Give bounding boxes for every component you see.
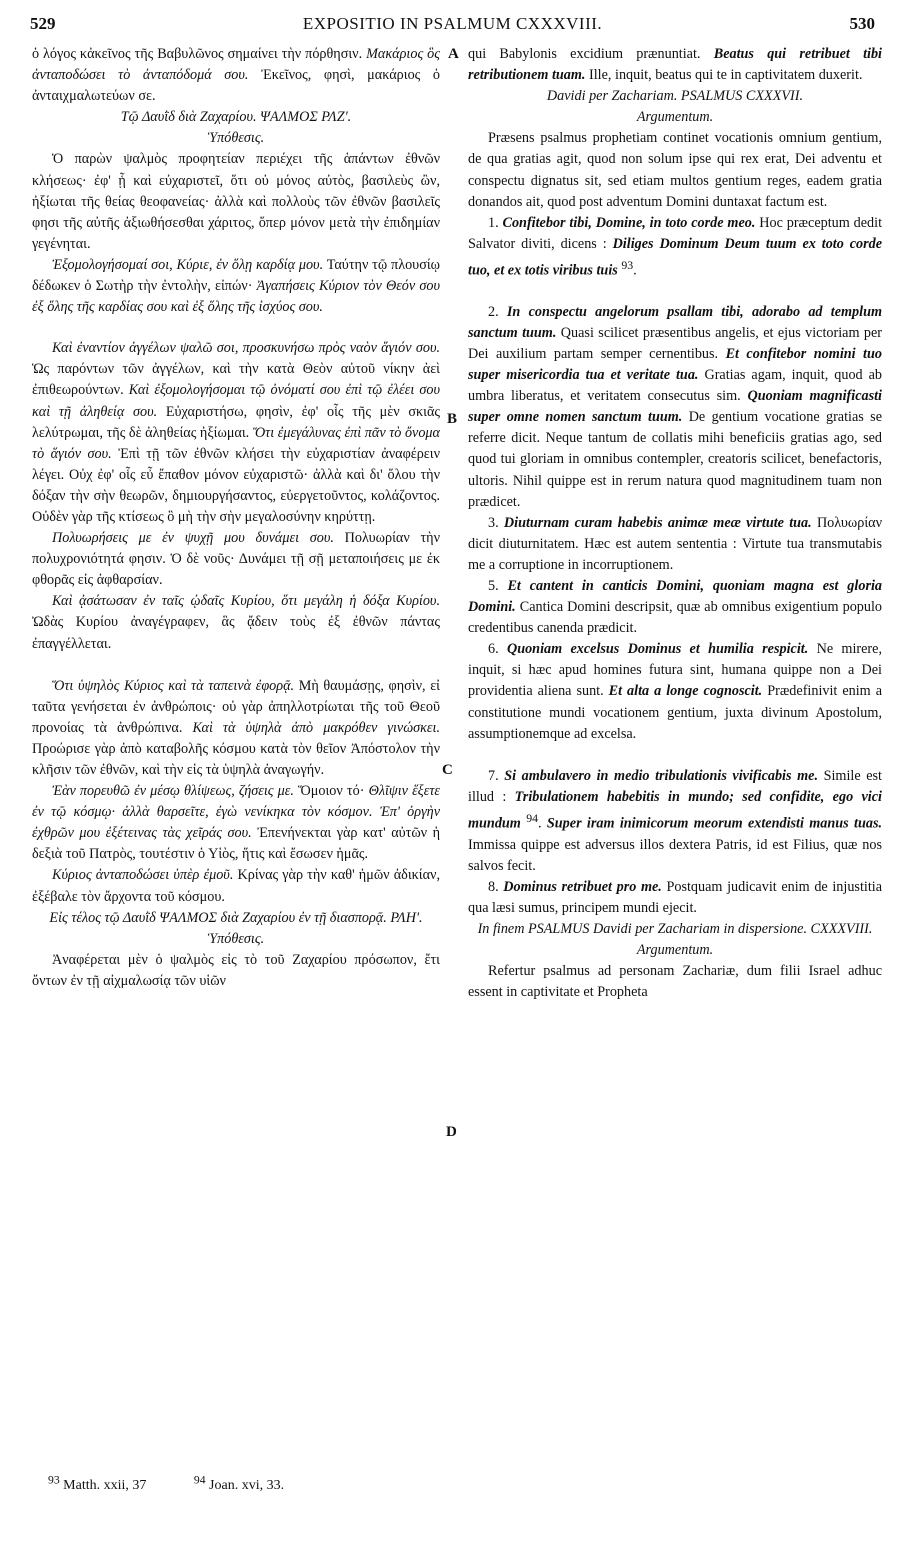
greek-text: Προώρισε γὰρ ἀπὸ καταβολῆς κόσμου κατὰ τὸν θεῖον Ἀπόστολον τὴν κλῆσιν τῶν ἐθνῶν, καὶ τὴν εἰς τὰ ὑψηλὰ ἀναγωγήν. [32,740,440,778]
greek-verse: Κύριος ἀνταποδώσει ὑπὲρ ἐμοῦ. [52,867,234,884]
latin-text: Hoc præceptum dedit Salvator diviti, dicens : [468,214,883,252]
verse-number: 8. [488,878,499,895]
verse-number: 7. [488,767,499,784]
psalm-title-latin: Davidi per Zachariam. PSALMUS CXXXVII. [546,88,804,105]
latin-text: De gentium vocatione gratias se referre dicit. Neque tantum de collatis mihi beneficiis gratias ago, sed quod tui gloriam in omnibus contempler, creatoris scilicet, benefactoris, ultoris. Nihil quippe est in rerum natura quod magnitudinem tuam non prædicet. [468,409,882,510]
latin-paragraph [468,302,882,513]
greek-text: Ταύτην τῷ πλουσίῳ δέδωκεν ὁ Σωτὴρ τὴν ἐντολὴν, εἰπών· [32,256,440,295]
latin-verse: In conspectu angelorum psallam tibi, adorabo ad templum sanctum tuum. [468,303,882,341]
greek-paragraph [32,591,440,654]
greek-text: Ἐπὶ τῇ τῶν ἐθνῶν κλήσει τὴν εὐχαριστίαν ἀναφέρειν λέγει. Οὐχ ἐφ' οἷς εὖ ἔπαθον μόνον εὐχαριστῶ· ἀλλὰ καὶ δι' ὅλου τὴν δόξαν τὴν σὴν θεωρῶν, δημιουργήσαντος, εὐεργετοῦντος, κολάζοντος. Οὐδὲν γὰρ τῆς κτίσεως ὃ μὴ τὴν σὴν μεγαλοσύνην κηρύττῃ. [32,445,441,525]
greek-verse: Θλῖψιν ἕξετε ἐν τῷ κόσμῳ· ἀλλὰ θαρσεῖτε, ἐγὼ νενίκηκα τὸν κόσμον. Ἐπ' ὀργὴν ἐχθρῶν μου ἐξέτεινας τὰς χεῖράς σου. [32,783,441,842]
latin-text: Gratias agam, inquit, quod ab umbra liberatus, et veritatem consecutus sim. [468,367,883,405]
page-number-right: 530 [849,14,875,33]
page-number-left: 529 [30,14,56,33]
latin-verse: Quoniam magnificasti super omne nomen sanctum tuum. [468,388,882,426]
footnote [48,1473,168,1493]
latin-text: qui Babylonis excidium prænuntiat. [468,46,701,62]
verse-number: 3. [488,514,499,531]
latin-verse: Si ambulavero in medio tribulationis vivificabis me. [504,767,818,784]
greek-paragraph [32,338,440,528]
greek-verse: Καὶ ἐξομολογήσομαι τῷ ὀνόματί σου ἐπὶ τῷ ἐλέει σου καὶ τῇ ἀληθείᾳ σου. [32,382,440,420]
latin-text: Ille, inquit, beatus qui te in captivitatem duxerit. [589,67,863,84]
greek-paragraph [32,781,440,865]
latin-paragraph [468,639,882,744]
argument-heading-latin: Argumentum. [636,109,714,126]
verse-number: 2. [488,303,499,320]
greek-text: Ἐκεῖνος, φησὶ, μακάριος ὁ ἀνταιχμαλωτεύων σε. [32,67,441,105]
latin-verse: Tribulationem habebitis in mundo; sed confidite, ego vici mundum [468,788,882,832]
section-marker-d: D [446,1124,457,1140]
verse-number: 1. [488,214,499,231]
page-header [30,14,875,40]
greek-paragraph [32,676,440,781]
latin-text: Simile est illud : [468,767,882,805]
latin-text: Ne mirere, inquit, si hæc apud homines futura sint, humana quippe non a Dei providentia aliena sunt. [468,641,882,700]
latin-verse: Et alta a longe cognoscit. [608,683,763,700]
psalm-title-greek: Εἰς τέλος τῷ Δαυῒδ ΨΑΛΜΟΣ διὰ Ζαχαρίου ἐν τῇ διασπορᾷ. ΡΛΗ'. [49,909,423,926]
argument-heading-latin: Argumentum. [636,942,714,959]
latin-paragraph: 7. Si ambulavero in medio tribulationis vivificabis me. Simile est illud : Tribulationem habebitis in mundo; sed confidite, ego vici mundum $^{94}$. Super iram inimicorum meorum extendisti manus tuas. Immissa quippe est adversus illos dextera Patris, id est Filius, quæ nos salvos fecit. [468,767,883,874]
latin-paragraph [468,44,882,86]
footnote [193,1473,306,1493]
greek-verse: Ἀγαπήσεις Κύριον τὸν Θεόν σου ἐξ ὅλης τῆς καρδίας σου καὶ ἐξ ὅλης τῆς ἰσχύος σου. [32,278,440,316]
greek-verse: Πολυωρήσεις με ἐν ψυχῇ μου δυνάμει σου. [52,530,334,547]
footnote-number: 94 [193,1473,206,1486]
latin-paragraph: 1. Confitebor tibi, Domine, in toto corde meo. Hoc præceptum dedit Salvator diviti, dicens : Diliges Dominum Deum tuum ex toto corde tuo, et ex totis viribus tuis $^{93}$. [468,214,883,279]
verse-number: 5. [488,577,499,594]
psalm-title-latin: In finem PSALMUS Davidi per Zachariam in dispersione. CXXXVIII. [477,921,873,938]
greek-verse: Καὶ ἐναντίον ἀγγέλων ψαλῶ σοι, προσκυνήσω πρὸς ναὸν ἅγιόν σου. [52,340,440,357]
greek-column [32,44,440,992]
latin-verse: Beatus qui retribuet tibi retributionem tuam. [468,46,883,84]
greek-paragraph: Ὁ παρὼν ψαλμὸς προφητείαν περιέχει τῆς ἁπάντων ἐθνῶν κλήσεως· ἐφ' ᾗ καὶ εὐχαριστεῖ, ὅτι οὐ μόνος αὐτὸς, βασιλεὺς ὢν, ἠξίωται τῆς θείας θεοφανείας· ἀλλὰ καὶ πολλοὺς τῶν ἐθνῶν βασιλεῖς φησι τῆς αὐτῆς ἀξιωθήσεσθαι χάριτος, ὅπερ μόνον μετὰ τὴν ἐπιδημίαν γεγένηται. [32,151,440,252]
latin-paragraph [468,576,882,639]
section-marker-b: B [447,411,458,427]
argument-heading-greek: Ὑπόθεσις. [207,930,265,947]
greek-verse: Ὅτι ἐμεγάλυνας ἐπὶ πᾶν τὸ ὄνομα τὸ ἅγιόν σου. [32,424,441,462]
section-marker-a: A [448,46,459,62]
latin-verse: Et cantent in canticis Domini, quoniam magna est gloria Domini. [468,577,882,616]
latin-paragraph [468,877,882,919]
latin-text: Cantica Domini descripsit, quæ ab omnibus exigentium populo credentibus canenda prædicit. [468,599,883,637]
latin-text: Immissa quippe est adversus illos dextera Patris, id est Filius, quæ nos salvos fecit. [468,836,882,874]
latin-paragraph: Præsens psalmus prophetiam continet vocationis omnium gentium, de qua gratias agit, quod non solum ipse qui rex erat, Dei adventu et conspectu dignatus sit, sed etiam multos gentium reges, eadem gratia donandos ait, quod post adventum Domini duntaxat factum est. [468,130,882,210]
latin-text: Πολυωρίαν dicit diuturnitatem. Hæc est autem sententia : Virtute tua transmutabis me a corruptione in incorruptionem. [468,514,883,573]
latin-verse: Diliges Dominum Deum tuum ex toto corde tuo, et ex totis viribus tuis [468,235,883,279]
section-marker-c: C [442,762,453,778]
greek-verse: Καὶ τὰ ὑψηλὰ ἀπὸ μακρόθεν γινώσκει. [192,719,440,736]
latin-verse: Dominus retribuet pro me. [503,878,662,895]
latin-verse: Diuturnam curam habebis animæ meæ virtute tua. [503,514,812,531]
greek-text: Ὡς παρόντων τῶν ἀγγέλων, καὶ τὴν κατὰ Θεὸν αὐτοῦ νίκην ἀεὶ ἐπιθεωρούντων. [32,361,440,399]
greek-verse: Ἐξομολογήσομαί σοι, Κύριε, ἐν ὅλῃ καρδίᾳ μου. [52,256,324,273]
footnote-ref: 93 [621,257,634,272]
latin-paragraph [468,513,882,576]
footnote-text: Joan. xvi, 33. [209,1477,285,1493]
latin-verse: Et confitebor nomini tuo super misericordia tua et veritate tua. [468,345,882,384]
verse-number: 6. [488,641,499,658]
latin-text: Postquam judicavit enim de injustitia qua læsi sumus, principem mundi ejecit. [468,878,883,917]
footnote-ref: 94 [526,810,539,825]
argument-heading-greek: Ὑπόθεσις. [207,130,265,147]
greek-paragraph [32,528,440,591]
greek-paragraph: Ἀναφέρεται μὲν ὁ ψαλμὸς εἰς τὸ τοῦ Ζαχαρίου πρόσωπον, ἔτι ὄντων ἐν τῇ αἰχμαλωσίᾳ τῶν υἱῶν [32,951,440,989]
latin-text: Prædefinivit enim a constitutione mundi vocationem gentium, juxta divinum Apostolum, assumptionemque ad excelsa. [468,683,883,742]
greek-text: Πολυωρίαν τὴν πολυχρονιότητά φησιν. Ὁ δὲ νοῦς· Δυνάμει τῇ σῇ μεταποιήσεις με ἐκ φθορᾶς εἰς ἀφθαρσίαν. [32,530,441,589]
greek-paragraph [32,255,440,318]
greek-verse: Ἐὰν πορευθῶ ἐν μέσῳ θλίψεως, ζήσεις με. [52,783,294,800]
latin-verse: Quoniam excelsus Dominus et humilia respicit. [506,641,809,658]
latin-paragraph: Refertur psalmus ad personam Zachariæ, dum filii Israel adhuc essent in captivitate et Propheta [468,963,882,1001]
psalm-title-greek: Τῷ Δαυῒδ διὰ Ζαχαρίου. ΨΑΛΜΟΣ ΡΛΖ'. [120,109,352,126]
greek-text: ὁ λόγος κἀκεῖνος τῆς Βαβυλῶνος σημαίνει τὴν πόρθησιν. [32,46,363,62]
greek-text: Εὐχαριστήσω, φησὶν, ἐφ' οἷς τῆς μὲν σκιᾶς λελύτρωμαι, τῆς δὲ ἀληθείας ἠξίωμαι. [32,403,440,441]
greek-text: Κρίνας γὰρ τὴν καθ' ἡμῶν ἀδικίαν, ἐξέβαλε τὸν ἄρχοντα τοῦ κόσμου. [32,867,441,905]
greek-text: Ἐπενήνεκται γὰρ κατ' αὐτῶν ἡ δεξιὰ τοῦ Πατρὸς, τουτέστιν ὁ Υἱὸς, ἥτις καὶ ἔσωσεν ἡμᾶς. [32,825,441,863]
footnote-text: Matth. xxii, 37 [63,1477,147,1493]
footnote-number: 93 [48,1473,60,1486]
latin-text: Quasi scilicet præsentibus angelis, et ejus victoriam per Dei auxilium partam semper cernentibus. [468,324,883,362]
greek-paragraph [32,865,440,907]
footnotes [48,1473,328,1494]
greek-verse: Καὶ ᾀσάτωσαν ἐν ταῖς ᾠδαῖς Κυρίου, ὅτι μεγάλη ἡ δόξα Κυρίου. [52,593,440,610]
greek-verse: Ὅτι ὑψηλὸς Κύριος καὶ τὰ ταπεινὰ ἐφορᾷ. [52,677,295,694]
greek-text: Ὅμοιον τό· [298,783,365,800]
greek-paragraph [32,44,440,107]
latin-verse: Super iram inimicorum meorum extendisti manus tuas. [546,815,883,832]
greek-text: Ὠδὰς Κυρίου ἀναγέγραφεν, ἃς ᾄδειν τοὺς ἐξ ἐθνῶν πάντας ἐπαγγέλλεται. [32,614,440,652]
latin-verse: Confitebor tibi, Domine, in toto corde meo. [502,214,756,231]
greek-text: Μὴ θαυμάσῃς, φησὶν, εἰ ταῦτα γενήσεται ἐν ἀνθρώποις· οὐ γὰρ ἀπηλλοτρίωται τῆς τοῦ Θεοῦ προνοίας τὰ ἀνθρώπινα. [32,677,441,736]
running-title: EXPOSITIO IN PSALMUM CXXXVIII. [302,14,603,33]
greek-verse: Μακάριος ὃς ἀνταποδώσει τὸ ἀνταπόδομά σου. [32,46,441,84]
latin-column [468,44,882,1004]
